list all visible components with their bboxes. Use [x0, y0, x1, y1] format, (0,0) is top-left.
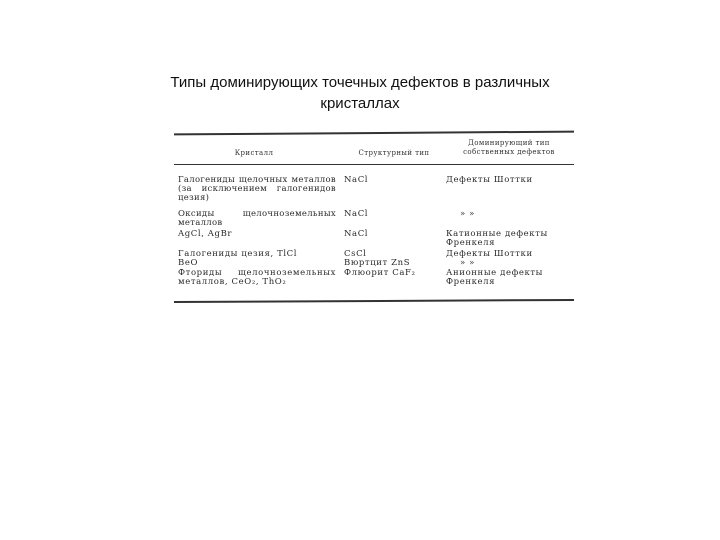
row-crystal: AgCl, AgBr — [178, 229, 233, 239]
column-header-crystal: Кристалл — [234, 149, 274, 157]
row-crystal: Галогениды цезия, TlCl — [178, 249, 298, 259]
row-defect: » » — [460, 209, 475, 219]
row-structure: NaCl — [344, 229, 369, 239]
row-crystal: Галогениды щелочных металлов (за исключением галогенидов цезия) — [178, 175, 336, 204]
row-defect: Анионные дефекты Френкеля — [446, 268, 544, 288]
row-defect: Дефекты Шоттки — [446, 249, 533, 259]
defects-table — [174, 132, 576, 304]
row-crystal: Оксиды щелочноземельных металлов — [178, 209, 336, 229]
row-structure: Вюртцит ZnS — [344, 258, 411, 268]
row-structure: NaCl — [344, 209, 369, 219]
slide-title: Типы доминирующих точечных дефектов в различных кристаллах — [170, 74, 550, 112]
row-structure: CsCl — [344, 249, 367, 259]
row-defect: Дефекты Шоттки — [446, 175, 533, 185]
row-crystal: Фториды щелочноземельных металлов, CeO₂, ThO₂ — [178, 268, 336, 288]
row-defect: » » — [460, 258, 475, 268]
column-header-structure: Структурный тип — [358, 149, 430, 157]
row-crystal: BeO — [178, 258, 199, 268]
row-structure: NaCl — [344, 175, 369, 185]
row-structure: Флюорит CaF₂ — [344, 268, 416, 278]
row-defect: Катионные дефекты Френкеля — [446, 229, 548, 249]
table-top-rule — [174, 131, 574, 136]
table-header-rule — [174, 164, 574, 165]
column-header-defect: Доминирующий тип собственных дефектов — [463, 139, 555, 156]
table-bottom-rule — [174, 299, 574, 303]
